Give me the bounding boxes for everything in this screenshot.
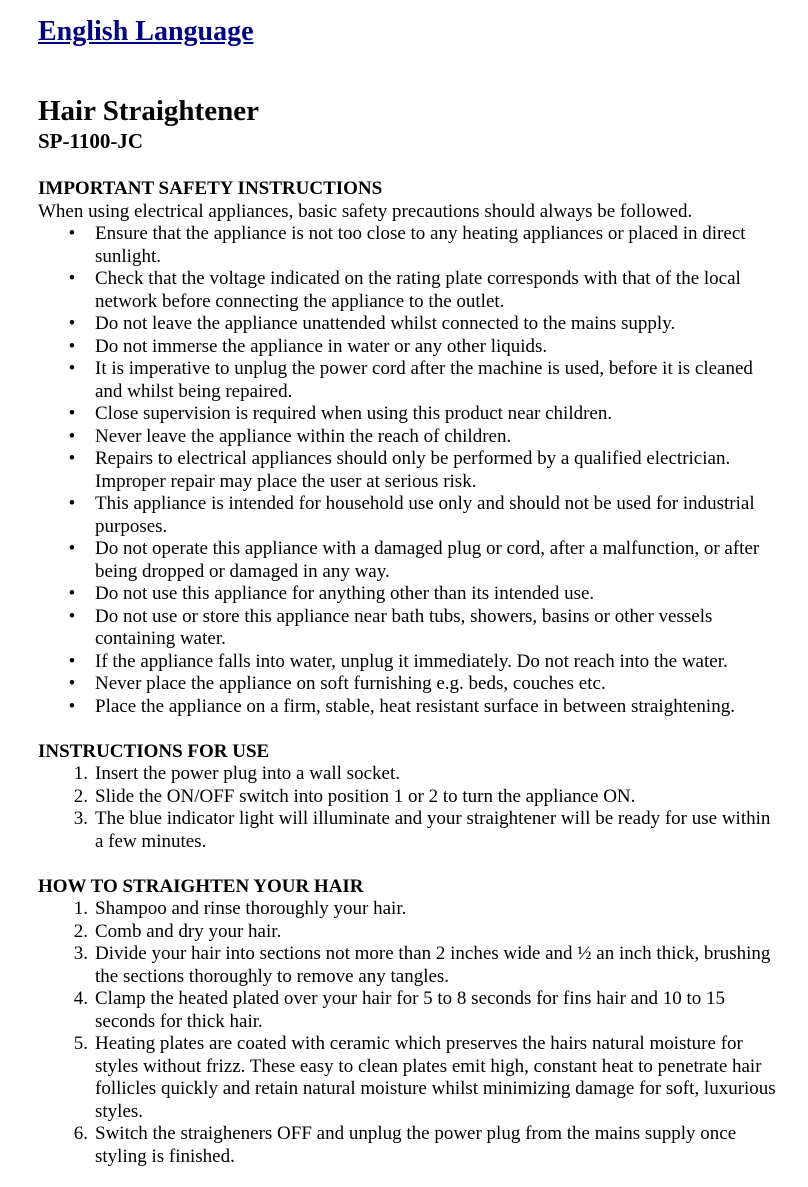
bullet-icon: • — [68, 583, 76, 604]
bullet-icon: • — [68, 448, 76, 469]
safety-item — [38, 268, 778, 313]
straighten-step-number: 1. — [73, 898, 88, 919]
instructions-step-number: 2. — [73, 785, 88, 807]
instructions-step — [38, 786, 778, 809]
instructions-step-number: 1. — [73, 763, 88, 784]
model-number: SP-1100-JC — [38, 129, 143, 153]
safety-section — [38, 177, 778, 718]
straighten-step-number: 6. — [73, 1123, 88, 1144]
bullet-icon: • — [68, 425, 76, 447]
bullet-icon: • — [68, 695, 76, 717]
bullet-icon: • — [68, 358, 76, 379]
straighten-section — [38, 875, 778, 1168]
straighten-step-text: Comb and dry your hair. — [95, 920, 282, 942]
straighten-step — [38, 988, 778, 1033]
straighten-step-text: Clamp the heated plated over your hair for 5 to 8 seconds for fins hair and 10 to 15 seconds for thick hair. — [95, 988, 725, 1032]
safety-item — [38, 673, 778, 696]
bullet-icon: • — [68, 673, 76, 694]
bullet-icon: • — [68, 605, 76, 627]
language-link[interactable]: English Language — [38, 16, 254, 47]
instructions-step-text: Insert the power plug into a wall socket. — [95, 763, 400, 784]
instructions-step — [38, 763, 778, 786]
instructions-step — [38, 808, 778, 853]
instructions-list — [38, 763, 778, 853]
safety-item — [38, 538, 778, 583]
safety-item-text: Repairs to electrical appliances should only be performed by a qualified electrician. Improper repair may place the user at serious risk. — [95, 448, 731, 492]
safety-item-text: Do not immerse the appliance in water or any other liquids. — [95, 335, 548, 357]
straighten-step-number: 2. — [73, 920, 88, 942]
safety-item-text: Ensure that the appliance is not too close to any heating appliances or placed in direct sunlight. — [95, 223, 746, 267]
instructions-step-text: Slide the ON/OFF switch into position 1 or 2 to turn the appliance ON. — [95, 785, 636, 807]
safety-item-text: Never leave the appliance within the reach of children. — [95, 425, 512, 447]
safety-item — [38, 583, 778, 606]
straighten-step-text: Switch the straigheners OFF and unplug the power plug from the mains supply once styling is finished. — [95, 1123, 737, 1167]
bullet-icon: • — [68, 538, 76, 559]
bullet-icon: • — [68, 313, 76, 334]
straighten-step — [38, 1123, 778, 1168]
safety-item-text: Close supervision is required when using this product near children. — [95, 403, 613, 424]
safety-item-text: Do not use this appliance for anything other than its intended use. — [95, 583, 595, 604]
safety-item-text: It is imperative to unplug the power cord after the machine is used, before it is cleaned and whilst being repaired. — [95, 358, 753, 402]
bullet-icon: • — [68, 268, 76, 289]
bullet-icon: • — [68, 493, 76, 514]
straighten-step-text: Shampoo and rinse thoroughly your hair. — [95, 898, 407, 919]
product-title: Hair Straightener — [38, 95, 259, 127]
safety-item — [38, 223, 778, 268]
straighten-step-number: 4. — [73, 988, 88, 1009]
safety-heading: IMPORTANT SAFETY INSTRUCTIONS — [38, 178, 383, 199]
safety-item-text: If the appliance falls into water, unplug it immediately. Do not reach into the water. — [95, 650, 728, 672]
safety-item — [38, 606, 778, 651]
straighten-step-text: Heating plates are coated with ceramic which preserves the hairs natural moisture for styles without frizz. These easy to clean plates emit high, constant heat to penetrate hair follicles quickly and retain natural moisture whilst minimizing damage for soft, luxurious styles. — [95, 1033, 776, 1122]
bullet-icon: • — [68, 335, 76, 357]
safety-item-text: Do not operate this appliance with a damaged plug or cord, after a malfunction, or after being dropped or damaged in any way. — [95, 538, 760, 582]
safety-item-text: Place the appliance on a firm, stable, heat resistant surface in between straightening. — [95, 695, 735, 717]
instructions-heading: INSTRUCTIONS FOR USE — [38, 741, 270, 762]
safety-item-text: Do not leave the appliance unattended whilst connected to the mains supply. — [95, 313, 676, 334]
instructions-step-text: The blue indicator light will illuminate and your straightener will be ready for use within a few minutes. — [95, 808, 771, 852]
safety-intro: When using electrical appliances, basic safety precautions should always be followed. — [38, 201, 693, 222]
bullet-icon: • — [68, 223, 76, 244]
bullet-icon: • — [68, 403, 76, 424]
safety-item — [38, 336, 778, 359]
straighten-step-number: 5. — [73, 1033, 88, 1054]
safety-item — [38, 448, 778, 493]
safety-item — [38, 403, 778, 426]
straighten-step-number: 3. — [73, 943, 88, 964]
instructions-section — [38, 740, 778, 853]
straighten-heading: HOW TO STRAIGHTEN YOUR HAIR — [38, 876, 364, 897]
safety-item — [38, 696, 778, 719]
safety-item — [38, 651, 778, 674]
safety-item — [38, 313, 778, 336]
safety-item — [38, 358, 778, 403]
safety-item — [38, 493, 778, 538]
straighten-step — [38, 1033, 778, 1123]
straighten-step — [38, 898, 778, 921]
safety-item-text: Do not use or store this appliance near bath tubs, showers, basins or other vessels containing water. — [95, 605, 713, 649]
safety-list — [38, 223, 778, 718]
instructions-step-number: 3. — [73, 808, 88, 829]
safety-item — [38, 426, 778, 449]
safety-item-text: This appliance is intended for household use only and should not be used for industrial purposes. — [95, 493, 755, 537]
safety-item-text: Never place the appliance on soft furnishing e.g. beds, couches etc. — [95, 673, 606, 694]
bullet-icon: • — [68, 650, 76, 672]
straighten-step-text: Divide your hair into sections not more than 2 inches wide and ½ an inch thick, brushing the sections thoroughly to remove any tangles. — [95, 943, 771, 987]
straighten-step — [38, 921, 778, 944]
straighten-step — [38, 943, 778, 988]
safety-item-text: Check that the voltage indicated on the rating plate corresponds with that of the local network before connecting the appliance to the outlet. — [95, 268, 741, 312]
straighten-list — [38, 898, 778, 1168]
